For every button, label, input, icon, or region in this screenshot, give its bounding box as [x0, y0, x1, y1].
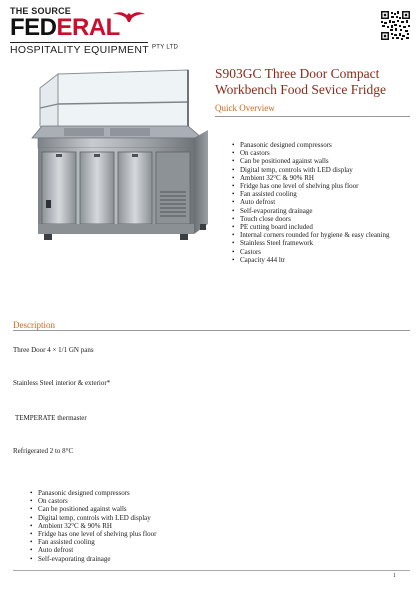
list-item: • Self-evaporating drainage [232, 207, 389, 215]
description-paragraph: Three Door 4 × 1/1 GN pans [13, 346, 94, 354]
list-item: • Fan assisted cooling [232, 190, 389, 198]
list-item: • Fan assisted cooling [30, 538, 156, 546]
logo-wordmark [10, 15, 120, 41]
list-item: • Digital temp, controls with LED display [30, 514, 156, 522]
logo-subtitle [10, 42, 179, 56]
list-item: • Ambient 32°C & 90% RH [30, 522, 156, 530]
footer-divider [13, 570, 410, 571]
list-item: • Capacity 444 ltr [232, 256, 389, 264]
list-item: • Stainless Steel framework [232, 239, 389, 247]
list-item: • Panasonic designed compressors [30, 489, 156, 497]
list-item: • Auto defrost [232, 198, 389, 206]
list-item: • Castors [232, 248, 389, 256]
description-heading: Description [13, 320, 55, 330]
list-item: • Can be positioned against walls [30, 505, 156, 513]
list-item: • Internal corners rounded for hygiene & easy cleaning [232, 231, 389, 239]
logo-wordmark-dark: FED [10, 14, 57, 41]
list-item: • Ambient 32°C & 90% RH [232, 174, 389, 182]
quick-overview-divider [215, 116, 410, 117]
description-divider [13, 330, 410, 331]
list-item: • On castors [30, 497, 156, 505]
list-item: • Fridge has one level of shelving plus floor [30, 530, 156, 538]
description-list [30, 489, 156, 563]
logo-trademark: PTY LTD [151, 44, 179, 51]
list-item: • Touch close doors [232, 215, 389, 223]
product-fridge-image [20, 64, 210, 264]
list-item: • Digital temp, controls with LED display [232, 166, 389, 174]
logo-subtitle-text: HOSPITALITY EQUIPMENT [10, 44, 149, 56]
brand-logo [10, 6, 179, 56]
list-item: • Self-evaporating drainage [30, 555, 156, 563]
logo-wordmark-red: ERAL [56, 14, 120, 41]
list-item: • On castors [232, 149, 389, 157]
qr-code-icon[interactable] [381, 11, 410, 40]
list-item: • Fridge has one level of shelving plus floor [232, 182, 389, 190]
list-item: • Can be positioned against walls [232, 157, 389, 165]
page-number: 1 [393, 573, 396, 579]
quick-overview-heading: Quick Overview [215, 103, 275, 113]
product-title: S903GC Three Door Compact Workbench Food Sevice Fridge [215, 66, 387, 97]
quick-overview-list [232, 141, 389, 264]
description-paragraph: TEMPERATE thermaster [15, 414, 87, 422]
eagle-icon [113, 10, 145, 24]
description-paragraph: Stainless Steel interior & exterior* [13, 379, 111, 387]
list-item: • Panasonic designed compressors [232, 141, 389, 149]
list-item: • Auto defrost [30, 546, 156, 554]
logo-tagline: THE SOURCE [10, 6, 72, 16]
list-item: • PE cutting board included [232, 223, 389, 231]
description-paragraph: Refrigerated 2 to 8°C [13, 447, 74, 455]
